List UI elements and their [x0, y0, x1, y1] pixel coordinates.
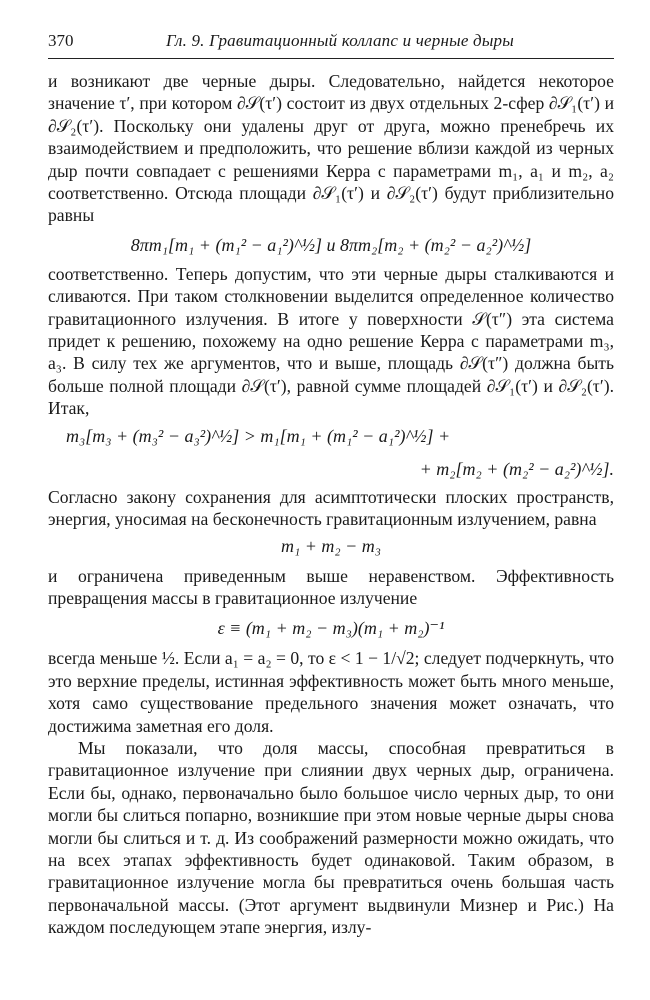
formula-area-inequality-line1: m₃[m₃ + (m₃² − a₃²)^½] > m₁[m₁ + (m₁² − a₁²)^½] +	[66, 425, 451, 446]
paragraph-6: Мы показали, что доля массы, способная превратиться в гравитационное излучение при слиянии двух черных дыр, ограничена. Если бы, однако, первоначально было большое число черных дыр, то они могли бы слиться попарно, возникшие при этом новые черные дыры снова могли бы слиться и т. д. Из соображений размерности можно ожидать, что на всех этапах эффективность будет одинаковой. Таким образом, в гравитационное излучение могла бы превратиться очень большая часть первоначальной массы. (Этот аргумент выдвинули Мизнер и Рис.) На каждом последующем этапе энергия, излу-	[48, 737, 614, 938]
formula-horizon-areas: 8πm₁[m₁ + (m₁² − a₁²)^½] и 8πm₂[m₂ + (m₂² − a₂²)^½]	[130, 234, 532, 255]
paragraph-5: всегда меньше ½. Если a₁ = a₂ = 0, то ε < 1 − 1/√2; следует подчеркнуть, что это верхние пределы, истинная эффективность может быть много меньше, хотя само существование предельного значения может означать, что достижима заметная его доля.	[48, 648, 614, 736]
paragraph-1: и возникают две черные дыры. Следовательно, найдется некоторое значение τ′, при котором ∂𝒮(τ′) состоит из двух отдельных 2-сфер ∂𝒮₁(τ′) и ∂𝒮₂(τ′). Поскольку они удалены друг от друга, можно пренебречь их взаимодействием и предположить, что решение вблизи каждой из черных дыр почти совпадает с решениями Керра с параметрами m₁, a₁ и m₂, a₂ соответственно. Отсюда площади ∂𝒮₁(τ′) и ∂𝒮₂(τ′) будут приблизительно равны	[48, 71, 614, 226]
formula-radiated-energy: m₁ + m₂ − m₃	[280, 535, 382, 556]
formula-area-inequality-line2: + m₂[m₂ + (m₂² − a₂²)^½].	[419, 458, 614, 479]
page-header	[48, 28, 614, 54]
paragraph-2: соответственно. Теперь допустим, что эти черные дыры сталкиваются и сливаются. При таком столкновении выделится определенное количество гравитационного излучения. В итоге у поверхности 𝒮(τ″) эта система придет к решению, похожему на одно решение Керра с параметрами m₃, a₃. В силу тех же аргументов, что и выше, площадь ∂𝒮(τ″) должна быть больше полной площади ∂𝒮(τ′), равной сумме площадей ∂𝒮₁(τ′) и ∂𝒮₂(τ′). Итак,	[48, 263, 614, 419]
page-number: 370	[48, 31, 74, 50]
header-rule	[48, 58, 614, 59]
formula-efficiency: ε ≡ (m₁ + m₂ − m₃)(m₁ + m₂)⁻¹	[217, 618, 445, 639]
paragraph-3: Согласно закону сохранения для асимптотически плоских пространств, энергия, уносимая на бесконечность гравитационным излучением, равна	[48, 486, 614, 530]
paragraph-4: и ограничена приведенным выше неравенством. Эффективность превращения массы в гравитационное излучение	[48, 565, 614, 608]
page-body	[48, 70, 614, 939]
running-title: Гл. 9. Гравитационный коллапс и черные дыры	[166, 31, 514, 50]
